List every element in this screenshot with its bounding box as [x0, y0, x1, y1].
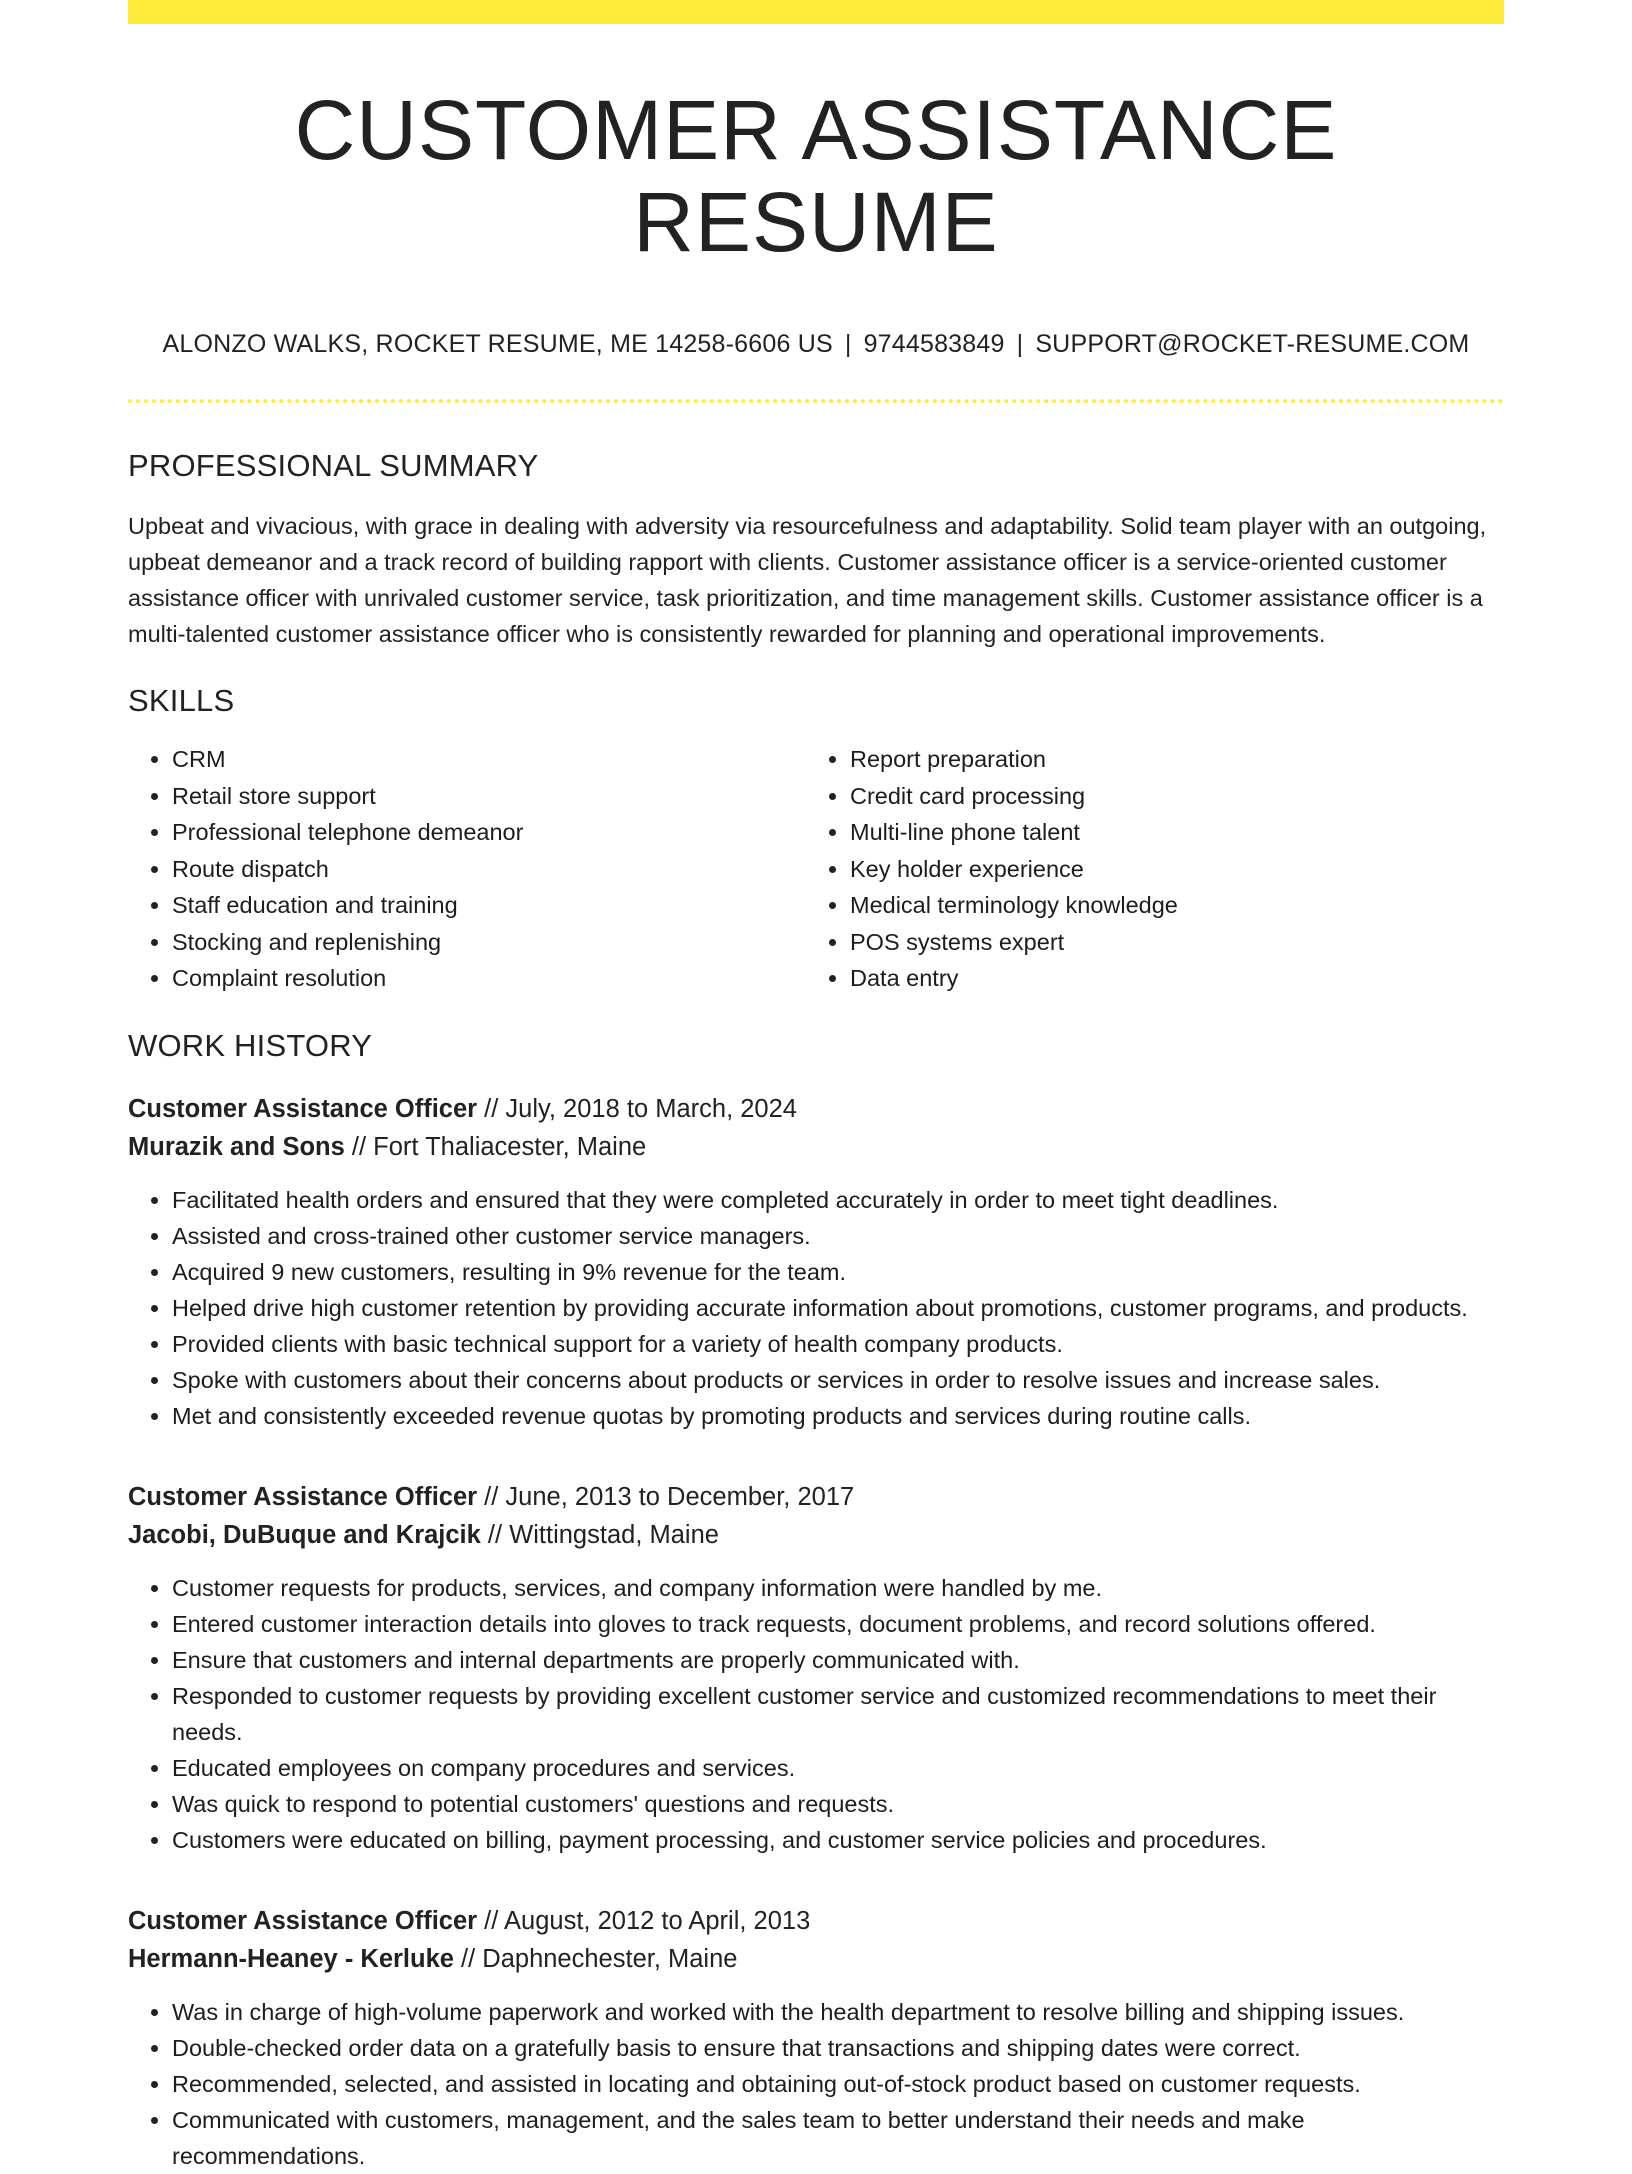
- skills-heading: SKILLS: [128, 682, 235, 718]
- job-company: Jacobi, DuBuque and Krajcik: [128, 1520, 481, 1549]
- job-bullet: • Facilitated health orders and ensured that they were completed accurately in order to meet tight deadlines.: [172, 1182, 1504, 1218]
- contact-separator: |: [1016, 329, 1024, 358]
- job-bullet: • Ensure that customers and internal departments are properly communicated with.: [172, 1642, 1504, 1678]
- job-bullet: • Was in charge of high-volume paperwork and worked with the health department to resolve billing and shipping issues.: [172, 1994, 1504, 2030]
- dotted-divider: [128, 399, 1504, 403]
- contact-email: SUPPORT@ROCKET-RESUME.COM: [1035, 329, 1470, 358]
- job-bullet: • Educated employees on company procedures and services.: [172, 1750, 1504, 1786]
- job-bullet: • Entered customer interaction details into gloves to track requests, document problems, and record solutions offered.: [172, 1606, 1504, 1642]
- job-bullet: • Provided clients with basic technical support for a variety of health company products.: [172, 1326, 1504, 1362]
- skill-item: • Medical terminology knowledge: [850, 887, 1484, 924]
- job-bullet: • Responded to customer requests by providing excellent customer service and customized recommendations to meet their needs.: [172, 1678, 1504, 1750]
- job-bullets: [128, 1570, 1504, 1858]
- skill-item: • Report preparation: [850, 741, 1484, 778]
- skill-item: • Data entry: [850, 960, 1484, 997]
- skill-item: • Complaint resolution: [172, 960, 806, 997]
- job-dates: // June, 2013 to December, 2017: [477, 1482, 855, 1511]
- skill-item: • Staff education and training: [172, 887, 806, 924]
- job-title-line: [128, 1478, 1504, 1516]
- job-bullet: • Recommended, selected, and assisted in locating and obtaining out-of-stock product based on customer requests.: [172, 2066, 1504, 2102]
- job-bullet: • Communicated with customers, management, and the sales team to better understand their needs and make recommendations.: [172, 2102, 1504, 2174]
- summary-text: Upbeat and vivacious, with grace in dealing with adversity via resourcefulness and adaptability. Solid team player with an outgoing, upbeat demeanor and a track record of building rapport with clients. Customer assistance officer is a service-oriented customer assistance officer with unrivaled customer service, task prioritization, and time management skills. Customer assistance officer is a multi-talented customer assistance officer who is consistently rewarded for planning and operational improvements.: [128, 512, 1487, 647]
- job-location: // Fort Thaliacester, Maine: [344, 1132, 647, 1161]
- skill-item: • CRM: [172, 741, 806, 778]
- job-bullet: • Was quick to respond to potential customers' questions and requests.: [172, 1786, 1504, 1822]
- work-history-heading: WORK HISTORY: [128, 1027, 373, 1063]
- job-bullet: • Helped drive high customer retention by providing accurate information about promotions, customer programs, and products.: [172, 1290, 1504, 1326]
- skill-item: • Route dispatch: [172, 851, 806, 888]
- job-company-line: [128, 1940, 1504, 1978]
- job-title-line: [128, 1902, 1504, 1940]
- job-location: // Wittingstad, Maine: [480, 1520, 719, 1549]
- job-location: // Daphnechester, Maine: [453, 1944, 738, 1973]
- contact-address: ALONZO WALKS, ROCKET RESUME, ME 14258-6606 US: [162, 329, 833, 358]
- job-title: Customer Assistance Officer: [128, 1906, 478, 1935]
- skill-item: • Key holder experience: [850, 851, 1484, 888]
- skill-item: • POS systems expert: [850, 924, 1484, 961]
- skills-list: [128, 741, 1504, 997]
- contact-line: [128, 329, 1504, 359]
- skills-column-right: [806, 741, 1484, 997]
- job-bullet: • Customer requests for products, services, and company information were handled by me.: [172, 1570, 1504, 1606]
- summary-heading: PROFESSIONAL SUMMARY: [128, 447, 539, 483]
- contact-phone: 9744583849: [863, 329, 1005, 358]
- resume-title: CUSTOMER ASSISTANCE RESUME: [294, 83, 1338, 270]
- job-entry: [128, 1090, 1504, 1434]
- skill-item: • Stocking and replenishing: [172, 924, 806, 961]
- job-entry: [128, 1478, 1504, 1858]
- job-company: Hermann-Heaney - Kerluke: [128, 1944, 454, 1973]
- skill-item: • Professional telephone demeanor: [172, 814, 806, 851]
- job-bullet: • Spoke with customers about their concerns about products or services in order to resolve issues and increase sales.: [172, 1362, 1504, 1398]
- job-title: Customer Assistance Officer: [128, 1482, 478, 1511]
- job-bullets: [128, 1182, 1504, 1434]
- job-company-line: [128, 1128, 1504, 1166]
- skills-column-left: [128, 741, 806, 997]
- job-company: Murazik and Sons: [128, 1132, 345, 1161]
- job-company-line: [128, 1516, 1504, 1554]
- job-title: Customer Assistance Officer: [128, 1094, 478, 1123]
- job-title-line: [128, 1090, 1504, 1128]
- job-bullets: [128, 1994, 1504, 2174]
- job-dates: // July, 2018 to March, 2024: [477, 1094, 797, 1123]
- skill-item: • Retail store support: [172, 778, 806, 815]
- job-dates: // August, 2012 to April, 2013: [477, 1906, 811, 1935]
- job-bullet: • Double-checked order data on a gratefully basis to ensure that transactions and shipping dates were correct.: [172, 2030, 1504, 2066]
- skill-item: • Credit card processing: [850, 778, 1484, 815]
- contact-separator: |: [844, 329, 852, 358]
- accent-top-bar: [128, 0, 1504, 24]
- job-bullet: • Customers were educated on billing, payment processing, and customer service policies and procedures.: [172, 1822, 1504, 1858]
- job-bullet: • Assisted and cross-trained other customer service managers.: [172, 1218, 1504, 1254]
- job-bullet: • Acquired 9 new customers, resulting in 9% revenue for the team.: [172, 1254, 1504, 1290]
- resume-content: [128, 24, 1504, 2174]
- job-entry: [128, 1902, 1504, 2174]
- skill-item: • Multi-line phone talent: [850, 814, 1484, 851]
- job-bullet: • Met and consistently exceeded revenue quotas by promoting products and services during routine calls.: [172, 1398, 1504, 1434]
